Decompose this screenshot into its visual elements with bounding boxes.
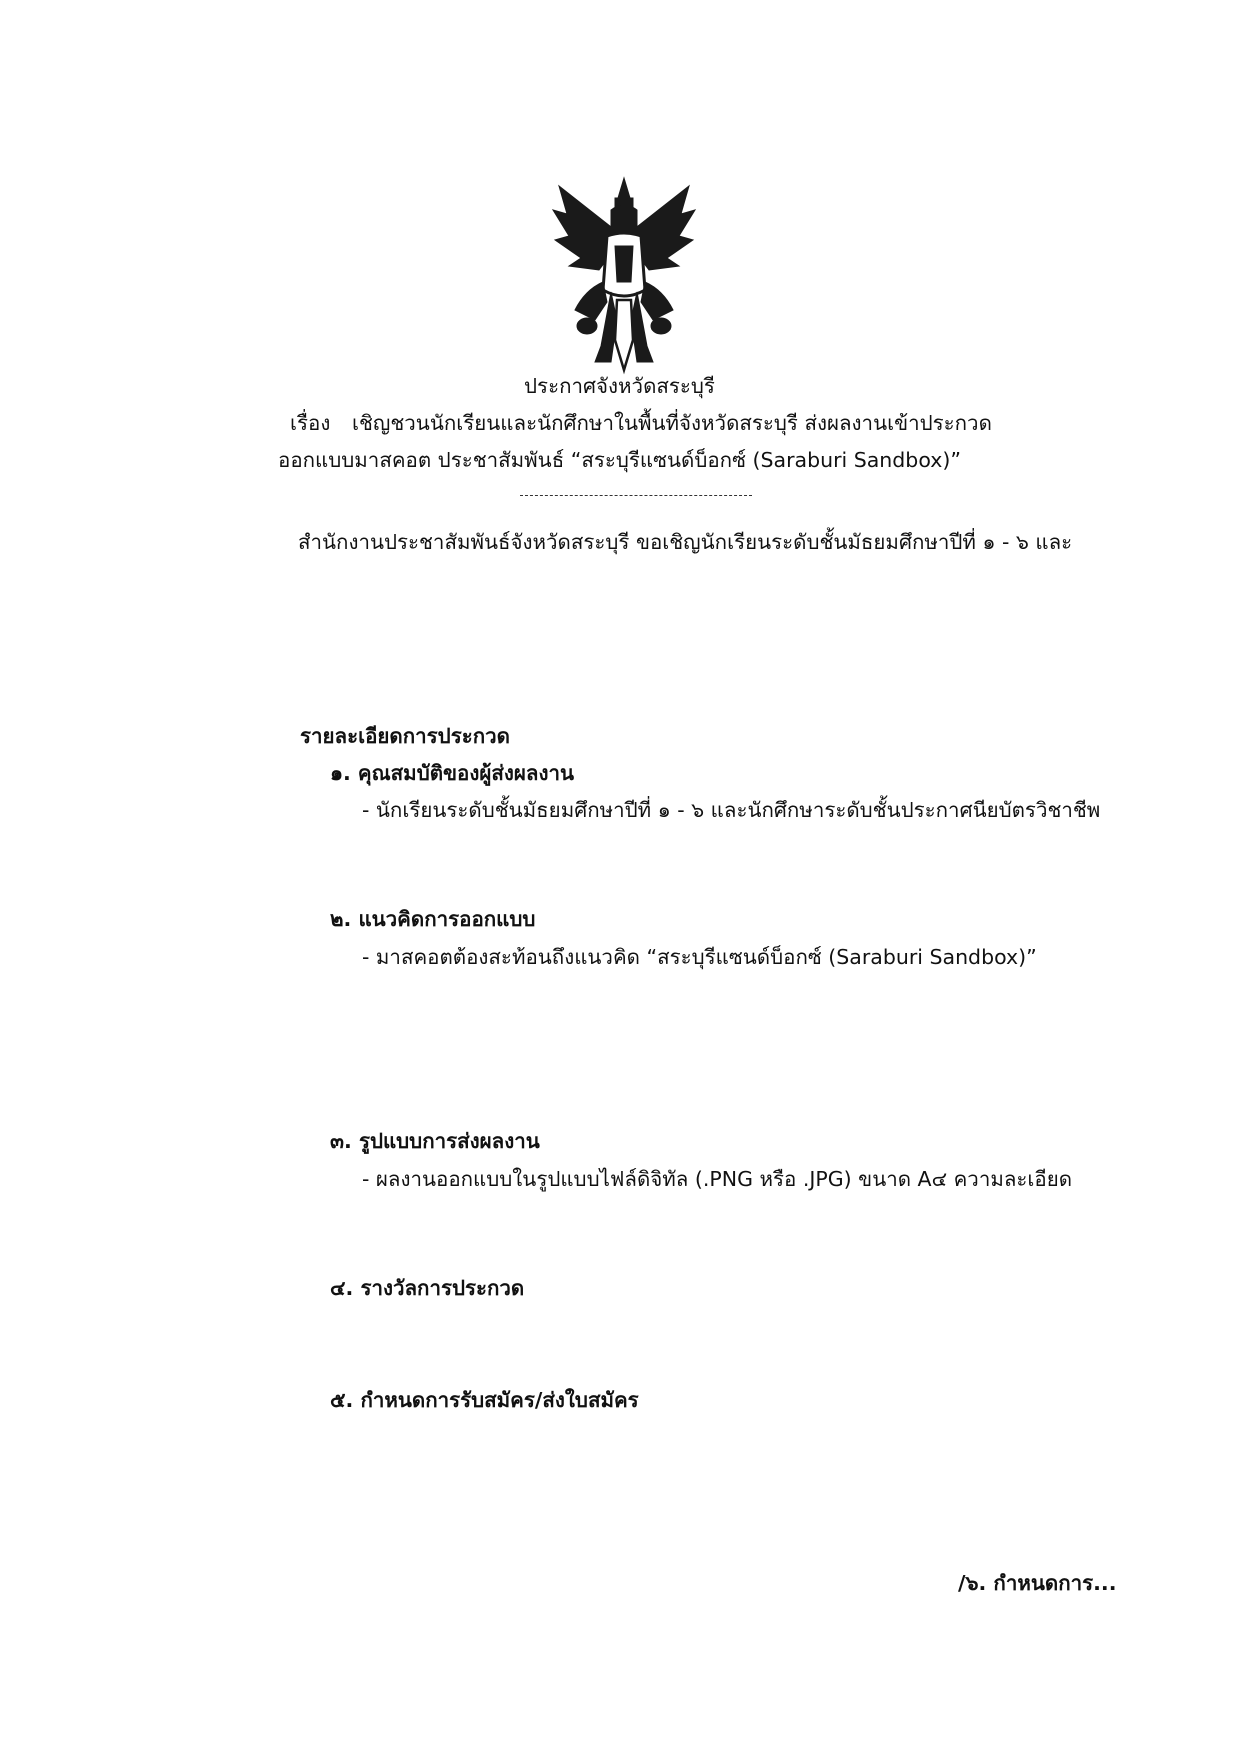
announcement-title: ประกาศจังหวัดสระบุรี xyxy=(524,374,715,398)
section-item: - ผลงานออกแบบในรูปแบบไฟล์ดิจิทัล (.PNG หรือ .JPG) ขนาด A๔ ความละเอียด xyxy=(362,1167,1073,1191)
section-title: ๒. แนวคิดการออกแบบ xyxy=(330,907,536,931)
continuation-marker: /๖. กำหนดการ... xyxy=(958,1571,1117,1595)
section-item: - นักเรียนระดับชั้นมัธยมศึกษาปีที่ ๑ - ๖ และนักศึกษาระดับชั้นประกาศนียบัตรวิชาชีพ xyxy=(362,798,1101,822)
section-title: ๓. รูปแบบการส่งผลงาน xyxy=(330,1129,540,1153)
details-heading: รายละเอียดการประกวด xyxy=(300,724,510,748)
section-title: ๑. คุณสมบัติของผู้ส่งผลงาน xyxy=(330,761,574,785)
section-title: ๔. รางวัลการประกวด xyxy=(330,1276,525,1300)
subject-line-1: เชิญชวนนักเรียนและนักศึกษาในพื้นที่จังหวัดสระบุรี ส่งผลงานเข้าประกวด xyxy=(352,411,992,435)
garuda-emblem-icon xyxy=(545,170,703,375)
section-item: - มาสคอตต้องสะท้อนถึงแนวคิด “สระบุรีแซนด์บ็อกซ์ (Saraburi Sandbox)” xyxy=(362,945,1037,969)
subject-line-2: ออกแบบมาสคอต ประชาสัมพันธ์ “สระบุรีแซนด์บ็อกซ์ (Saraburi Sandbox)” xyxy=(278,448,961,472)
subject-label: เรื่อง xyxy=(290,411,331,435)
section-title: ๕. กำหนดการรับสมัคร/ส่งใบสมัคร xyxy=(330,1388,639,1412)
intro-line: สำนักงานประชาสัมพันธ์จังหวัดสระบุรี ขอเชิญนักเรียนระดับชั้นมัธยมศึกษาปีที่ ๑ - ๖ และ xyxy=(298,530,1073,554)
title-divider xyxy=(520,495,752,496)
